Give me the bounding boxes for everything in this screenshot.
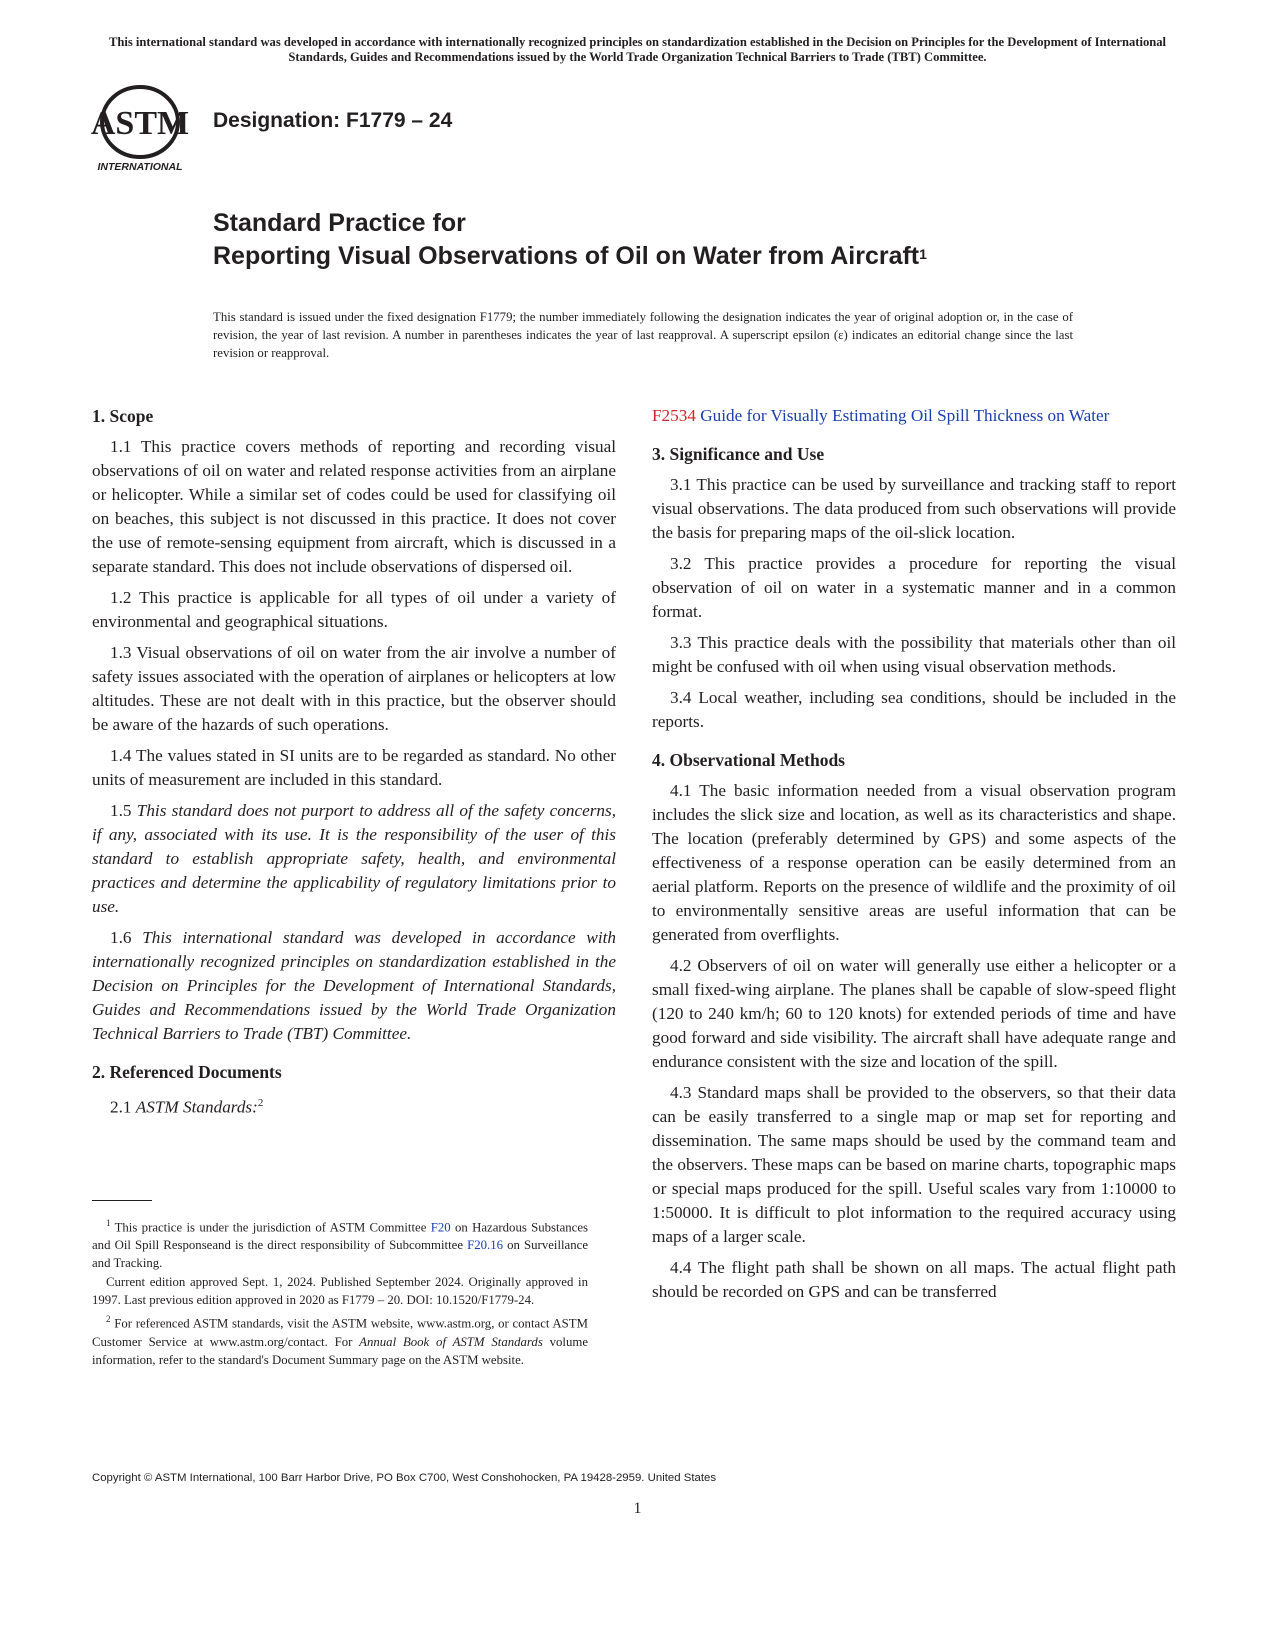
scope-heading: 1. Scope [92, 406, 154, 426]
significance-heading: 3. Significance and Use [652, 444, 825, 464]
scope-1-6-number: 1.6 [110, 928, 132, 947]
title-main: Reporting Visual Observations of Oil on Water from Aircraft [213, 242, 920, 270]
footnote-1-text-a: This practice is under the jurisdiction of ASTM Committee [114, 1220, 427, 1235]
methods-heading: 4. Observational Methods [652, 750, 845, 770]
footnote-1-text-c: on Surveillance and Tracking. [92, 1238, 588, 1271]
scope-1-4: 1.4 The values stated in SI units are to be regarded as standard. No other units of measurement are included in this standard. [92, 746, 616, 789]
scope-1-2: 1.2 This practice is applicable for all types of oil under a variety of environmental and geographical situations. [92, 588, 616, 631]
referenced-document-f2534[interactable] [652, 404, 1176, 428]
referenced-footnote-mark: 2 [257, 1097, 264, 1109]
footnote-1-text-b: on Hazardous Substances and Oil Spill Responseand is the direct responsibility of Subcommittee [92, 1220, 589, 1253]
wto-notice: This international standard was developed in accordance with internationally recognized principles on standardization established in the Decision on Principles for the Development of International Standards, Guides and Recommendations issued by the World Trade Organization Technical Barriers to Trade (TBT) Committee. [108, 35, 1167, 64]
logo-subtitle: INTERNATIONAL [97, 161, 183, 173]
footnote-1-mark: 1 [106, 1218, 111, 1228]
referenced-2-1 [92, 1091, 616, 1120]
logo-letters: ASTM [90, 105, 190, 142]
footnotes [92, 1214, 588, 1370]
subcommittee-f20-16-link[interactable]: F20.16 [467, 1238, 504, 1253]
title-line-2 [213, 240, 927, 273]
footnote-2-italic: Annual Book of ASTM Standards [359, 1334, 543, 1349]
footnote-2-text-a: For referenced ASTM standards, visit the ASTM website, www.astm.org, or contact ASTM Customer Service at www.astm.org/contact. For [92, 1316, 588, 1349]
footnote-edition: Current edition approved Sept. 1, 2024. Published September 2024. Originally approved in 1997. Last previous edition approved in 2020 as F1779 – 20. DOI: 10.1520/F1779-24. [92, 1275, 588, 1308]
scope-1-5-text: This standard does not purport to address all of the safety concerns, if any, associated with its use. It is the responsibility of the user of this standard to establish appropriate safety, health, and environmental practices and determine the applicability of regulatory limitations prior to use. [92, 801, 617, 916]
referenced-2-1-text: ASTM Standards: [135, 1097, 258, 1117]
doc-title-link[interactable]: Guide for Visually Estimating Oil Spill Thickness on Water [700, 406, 1110, 425]
significance-3-4: 3.4 Local weather, including sea conditions, should be included in the reports. [652, 688, 1176, 731]
methods-4-2: 4.2 Observers of oil on water will generally use either a helicopter or a small fixed-wing airplane. The planes shall be capable of slow-speed flight (120 to 240 km/h; 60 to 120 knots) for extended periods of time and have good forward and side visibility. The aircraft shall have adequate range and endurance consistent with the size and location of the spill. [652, 956, 1176, 1071]
scope-1-3: 1.3 Visual observations of oil on water from the air involve a number of safety issues associated with the operation of airplanes or helicopters at low altitudes. These are not dealt with in this practice, but the observer should be aware of the hazards of such operations. [92, 643, 616, 734]
methods-4-3: 4.3 Standard maps shall be provided to the observers, so that their data can be easily transferred to a single map or map set for reporting and dissemination. The same maps should be used by the command team and the observers. These maps can be based on marine charts, topographic maps or special maps produced for the spill. Useful scales vary from 1:10000 to 1:50000. It is difficult to plot information to the required accuracy using maps of a larger scale. [652, 1083, 1176, 1246]
title-footnote-mark: 1 [919, 246, 927, 262]
significance-3-1: 3.1 This practice can be used by surveillance and tracking staff to report visual observations. The data produced from such observations will provide the basis for preparing maps of the oil-slick location. [652, 475, 1176, 542]
issuance-statement: This standard is issued under the fixed designation F1779; the number immediately following the designation indicates the year of original adoption or, in the case of revision, the year of last revision. A number in parentheses indicates the year of last reapproval. A superscript epsilon (ε) indicates an editorial change since the last revision or reapproval. [213, 310, 1073, 360]
scope-1-5 [92, 799, 616, 919]
footnote-2-mark: 2 [106, 1314, 111, 1325]
referenced-heading: 2. Referenced Documents [92, 1062, 282, 1082]
title-line-1: Standard Practice for [213, 209, 466, 237]
left-column [92, 404, 616, 1127]
copyright-line: Copyright © ASTM International, 100 Barr Harbor Drive, PO Box C700, West Conshohocken, PA 19428-2959. United States [92, 1472, 717, 1484]
doc-code-link[interactable]: F2534 [652, 406, 696, 425]
significance-3-2: 3.2 This practice provides a procedure for reporting the visual observation of oil on water in a systematic manner and in a common format. [652, 554, 1176, 621]
scope-1-6 [92, 926, 616, 1046]
document-title [213, 207, 927, 273]
scope-1-1: 1.1 This practice covers methods of reporting and recording visual observations of oil on water and related response activities from an airplane or helicopter. While a similar set of codes could be used for classifying oil on beaches, this subject is not discussed in this practice. It does not cover the use of remote-sensing equipment from aircraft, which is discussed in a separate standard. This does not include observations of dispersed oil. [92, 437, 616, 576]
committee-f20-link[interactable]: F20 [430, 1220, 451, 1235]
significance-3-3: 3.3 This practice deals with the possibility that materials other than oil might be confused with oil when using visual observation methods. [652, 633, 1176, 676]
scope-1-5-number: 1.5 [110, 801, 132, 820]
methods-4-1: 4.1 The basic information needed from a visual observation program includes the slick size and location, as well as its characteristics and shape. The location (preferably determined by GPS) and some aspects of the effectiveness of a response operation can be easily determined from an aerial platform. Reports on the presence of wildlife and the proximity of oil to environmentally sensitive areas are useful information that can be generated from overflights. [652, 781, 1176, 944]
footnote-divider [92, 1200, 152, 1201]
footnote-2 [92, 1310, 588, 1368]
referenced-2-1-number: 2.1 [110, 1097, 132, 1117]
astm-logo [88, 84, 200, 176]
right-column [652, 404, 1176, 1311]
footnote-1 [92, 1214, 588, 1272]
scope-1-6-text: This international standard was developed in accordance with internationally recognized principles on standardization established in the Decision on Principles for the Development of International Standards, Guides and Recommendations issued by the World Trade Organization Technical Barriers to Trade (TBT) Committee. [92, 928, 616, 1043]
footnote-2-text-b: volume information, refer to the standard's Document Summary page on the ASTM website. [92, 1334, 589, 1367]
page-number: 1 [633, 1500, 642, 1517]
designation: Designation: F1779 – 24 [213, 109, 453, 132]
methods-4-4: 4.4 The flight path shall be shown on all maps. The actual flight path should be recorded on GPS and can be transferred [652, 1258, 1176, 1301]
